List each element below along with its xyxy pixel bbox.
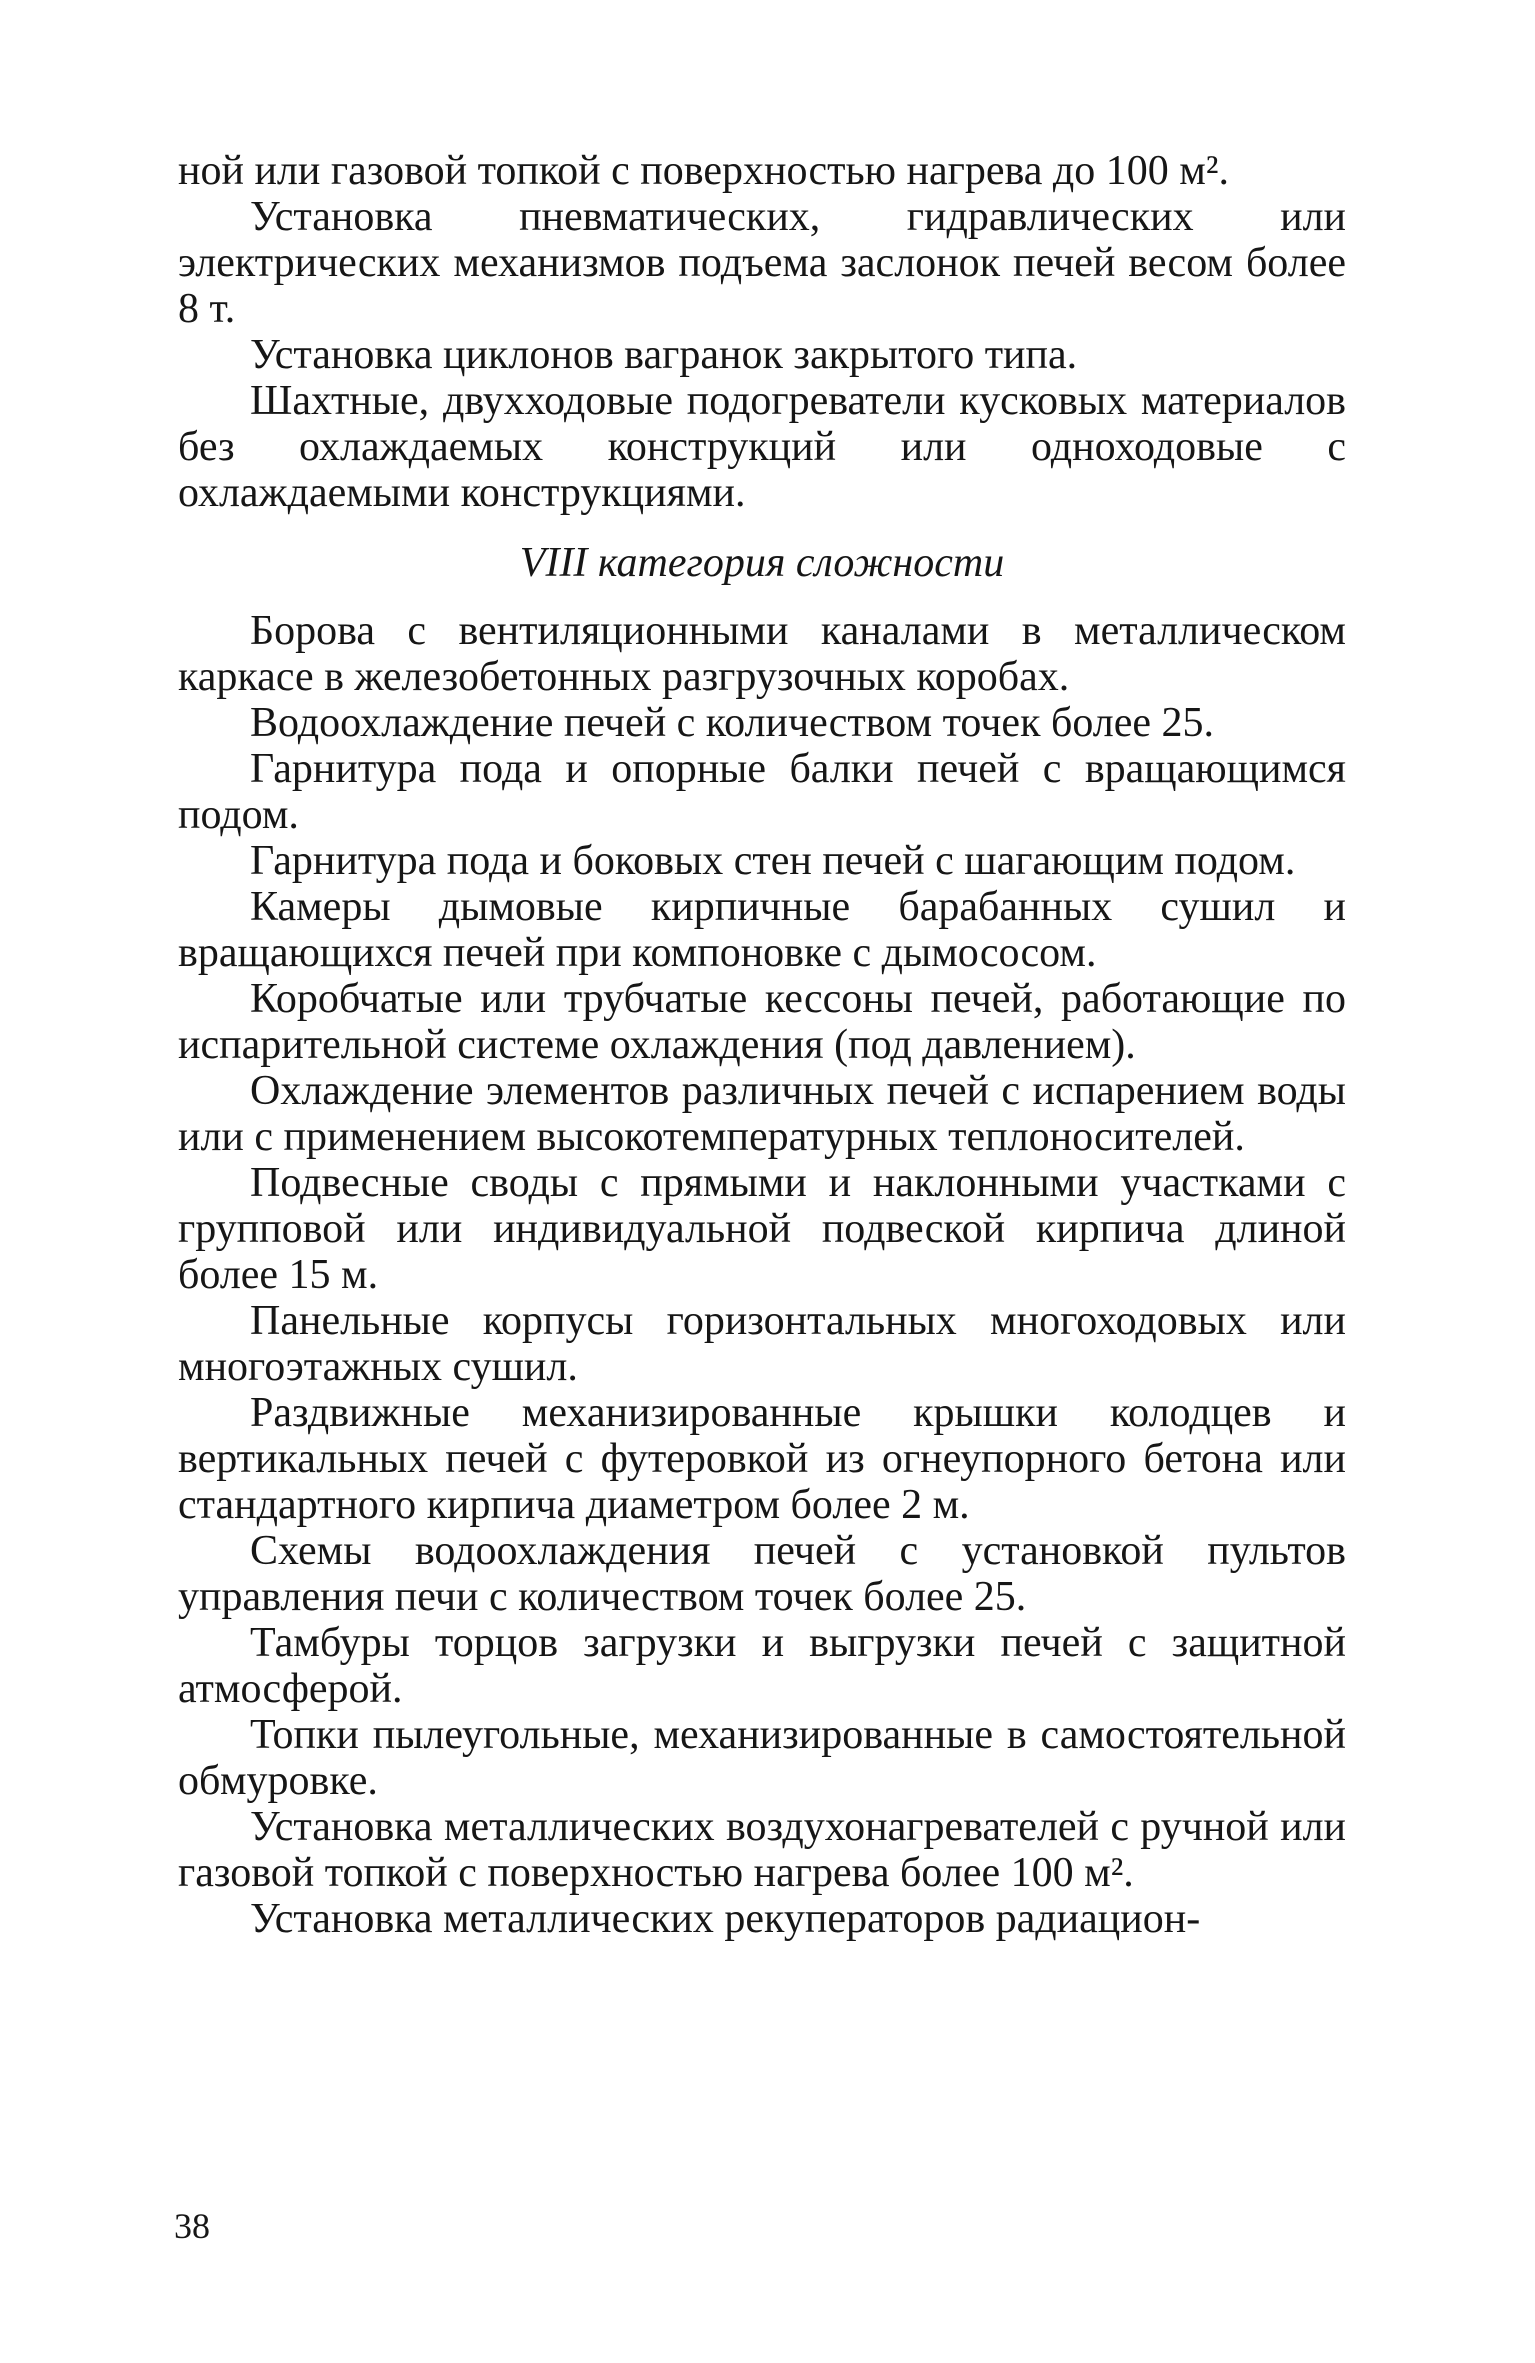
paragraph: Установка пневматических, гидравлических или электрических механизмов подъема заслонок печей весом более 8 т. bbox=[178, 194, 1346, 332]
paragraph: Установка металлических воздухонагревателей с ручной или газовой топкой с поверхностью нагрева более 100 м². bbox=[178, 1804, 1346, 1896]
paragraph: Гарнитура пода и опорные балки печей с вращающимся подом. bbox=[178, 746, 1346, 838]
section-heading: VIII категория сложности bbox=[519, 540, 1005, 586]
paragraph: Охлаждение элементов различных печей с испарением воды или с применением высокотемпературных теплоносителей. bbox=[178, 1068, 1346, 1160]
paragraph-continuation: ной или газовой топкой с поверхностью нагрева до 100 м². bbox=[178, 148, 1229, 194]
page-number: 38 bbox=[174, 2206, 210, 2246]
paragraph: Схемы водоохлаждения печей с установкой пультов управления печи с количеством точек более 25. bbox=[178, 1528, 1346, 1620]
paragraph: Установка циклонов вагранок закрытого типа. bbox=[250, 332, 1078, 378]
paragraph: Установка металлических рекуператоров радиацион- bbox=[250, 1896, 1201, 1942]
paragraph: Водоохлаждение печей с количеством точек более 25. bbox=[250, 700, 1215, 746]
paragraph: Топки пылеугольные, механизированные в самостоятельной обмуровке. bbox=[178, 1712, 1346, 1804]
paragraph: Камеры дымовые кирпичные барабанных сушил и вращающихся печей при компоновке с дымососом. bbox=[178, 884, 1346, 976]
paragraph: Шахтные, двухходовые подогреватели кусковых материалов без охлаждаемых конструкций или одноходовые с охлаждаемыми конструкциями. bbox=[178, 378, 1346, 516]
paragraph: Тамбуры торцов загрузки и выгрузки печей с защитной атмосферой. bbox=[178, 1620, 1346, 1712]
paragraph: Гарнитура пода и боковых стен печей с шагающим подом. bbox=[250, 838, 1296, 884]
paragraph: Подвесные своды с прямыми и наклонными участками с групповой или индивидуальной подвеской кирпича длиной более 15 м. bbox=[178, 1160, 1346, 1298]
paragraph: Панельные корпусы горизонтальных многоходовых или многоэтажных сушил. bbox=[178, 1298, 1346, 1390]
paragraph: Коробчатые или трубчатые кессоны печей, работающие по испарительной системе охлаждения (под давлением). bbox=[178, 976, 1346, 1068]
page-content bbox=[178, 148, 1346, 1942]
paragraph: Раздвижные механизированные крышки колодцев и вертикальных печей с футеровкой из огнеупорного бетона или стандартного кирпича диаметром более 2 м. bbox=[178, 1390, 1346, 1528]
paragraph: Борова с вентиляционными каналами в металлическом каркасе в железобетонных разгрузочных коробах. bbox=[178, 608, 1346, 700]
